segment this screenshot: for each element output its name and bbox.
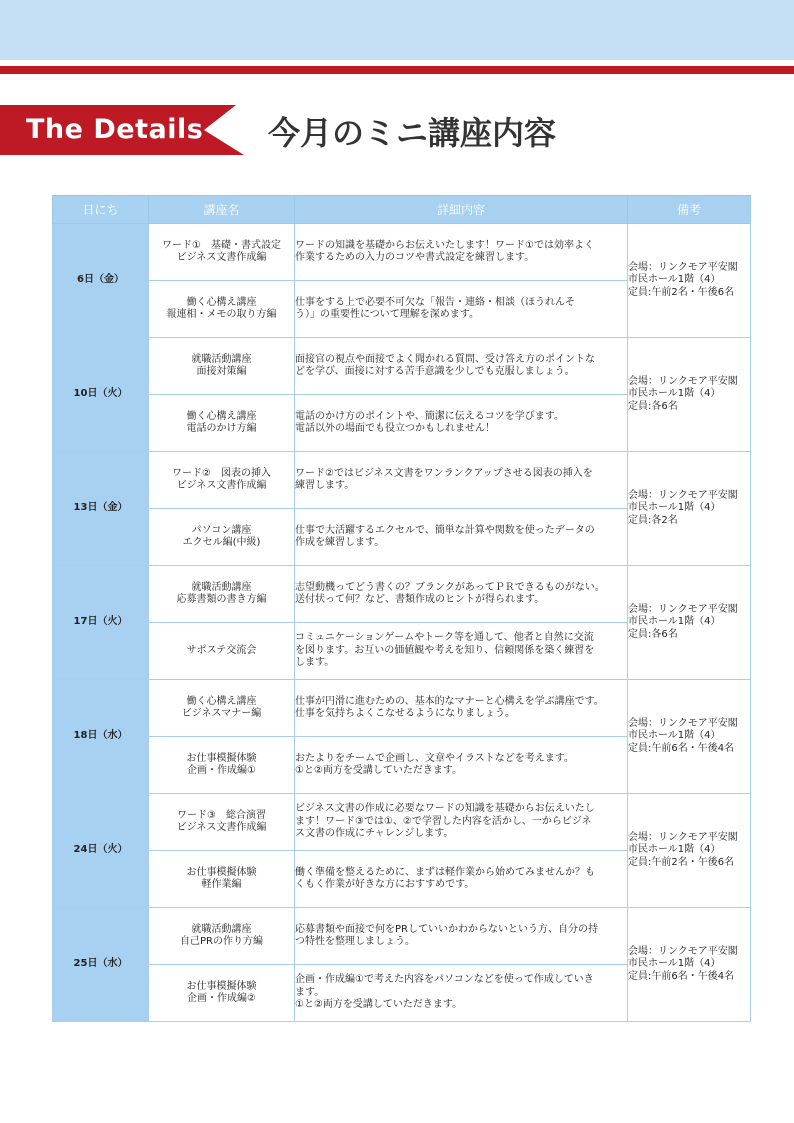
note-line: 定員:各6名	[628, 400, 678, 412]
course-name-cell	[149, 680, 295, 737]
note-cell	[628, 338, 751, 452]
course-name-line: 面接対策編	[196, 366, 247, 377]
schedule-body	[53, 224, 751, 1022]
course-detail-line: 電話のかけ方のポイントや、簡潔に伝えるコツを学びます。	[295, 410, 564, 422]
course-name-cell	[149, 908, 295, 965]
course-name-cell	[149, 737, 295, 794]
course-name-line: 電話のかけ方編	[186, 423, 257, 434]
course-detail-line: ます。	[295, 986, 325, 998]
course-detail-line: 企画・作成編①で考えた内容をパソコンなどを使って作成していき	[295, 974, 594, 986]
note-line: 会場：リンクモア平安閣	[628, 831, 738, 843]
course-detail-cell	[295, 965, 628, 1022]
course-detail-cell	[295, 794, 628, 851]
section-badge	[0, 105, 244, 155]
date-cell: 10日（火）	[53, 338, 149, 452]
table-header-row	[53, 196, 751, 224]
note-cell	[628, 452, 751, 566]
course-detail-line: 仕事を気持ちよくこなせるようになりましょう。	[295, 708, 515, 719]
course-detail-cell	[295, 509, 628, 566]
course-name-line: エクセル編(中級)	[182, 537, 261, 548]
note-line: 市民ホール1階（4）	[628, 844, 721, 856]
note-line: 会場：リンクモア平安閣	[628, 375, 738, 387]
course-detail-cell	[295, 281, 628, 338]
course-name-line: お仕事模擬体験	[186, 752, 257, 764]
course-name-line: ワード③ 総合演習	[177, 809, 266, 821]
course-name-line: 軽作業編	[201, 879, 242, 890]
note-line: 定員:午前2名・午後6名	[628, 856, 735, 868]
column-header-detail: 詳細内容	[295, 196, 628, 224]
header-red-rule	[0, 66, 794, 74]
course-name-line: 企画・作成編①	[187, 765, 256, 776]
column-header-course: 講座名	[149, 196, 295, 224]
course-name-line: ワード① 基礎・書式設定	[162, 239, 281, 251]
course-name-line: ワード② 図表の挿入	[172, 467, 271, 479]
course-name-line: ビジネス文書作成編	[176, 252, 267, 263]
course-detail-cell	[295, 680, 628, 737]
table-row	[53, 566, 751, 623]
note-line: 定員:午前6名・午後4名	[628, 970, 735, 982]
course-detail-line: 作業するための入力のコツや書式設定を練習します。	[295, 252, 535, 263]
course-name-cell	[149, 338, 295, 395]
course-name-cell	[149, 452, 295, 509]
date-cell: 13日（金）	[53, 452, 149, 566]
note-line: 市民ホール1階（4）	[628, 616, 721, 628]
course-detail-line: ワード②ではビジネス文書をワンランクアップさせる図表の挿入を	[295, 467, 593, 479]
date-cell: 24日（火）	[53, 794, 149, 908]
course-detail-cell	[295, 851, 628, 908]
schedule-table	[52, 195, 751, 1022]
course-detail-line: 仕事で大活躍するエクセルで、簡単な計算や関数を使ったデータの	[295, 524, 595, 536]
course-name-line: 自己PRの作り方編	[180, 936, 263, 947]
course-detail-cell	[295, 737, 628, 794]
table-row	[53, 908, 751, 965]
course-detail-line: 練習します。	[295, 480, 355, 491]
course-name-cell	[149, 224, 295, 281]
note-line: 会場：リンクモア平安閣	[628, 717, 738, 729]
course-detail-line: コミュニケーションゲームやトーク等を通して、他者と自然に交流	[295, 632, 594, 644]
course-detail-line: 働く準備を整えるために、まずは軽作業から始めてみませんか？も	[295, 866, 595, 878]
course-detail-line: 送付状って何？など、書類作成のヒントが得られます。	[295, 594, 545, 605]
table-row	[53, 680, 751, 737]
course-detail-line: ビジネス文書の作成に必要なワードの知識を基礎からお伝えいたし	[295, 803, 595, 815]
note-line: 定員:各6名	[628, 628, 678, 640]
note-line: 会場：リンクモア平安閣	[628, 261, 738, 273]
note-line: 市民ホール1階（4）	[628, 958, 721, 970]
course-name-cell	[149, 794, 295, 851]
course-detail-cell	[295, 908, 628, 965]
note-cell	[628, 224, 751, 338]
course-detail-cell	[295, 224, 628, 281]
page-title: 今月のミニ講座内容	[268, 114, 557, 152]
course-name-line: 応募書類の書き方編	[176, 594, 267, 605]
course-detail-cell	[295, 452, 628, 509]
date-cell: 6日（金）	[53, 224, 149, 338]
course-detail-line: 電話以外の場面でも役立つかもしれません！	[295, 423, 495, 434]
note-line: 会場：リンクモア平安閣	[628, 945, 738, 957]
course-name-cell	[149, 623, 295, 680]
course-name-line: ビジネス文書作成編	[176, 822, 267, 833]
note-line: 定員:各2名	[628, 514, 678, 526]
note-cell	[628, 680, 751, 794]
date-cell: 25日（水）	[53, 908, 149, 1022]
note-line: 会場：リンクモア平安閣	[628, 603, 738, 615]
note-cell	[628, 566, 751, 680]
table-row	[53, 452, 751, 509]
course-detail-line: ます！ワード③では①、②で学習した内容を活かし、一からビジネ	[295, 815, 592, 827]
course-detail-line: ス文書の作成にチャレンジします。	[295, 828, 454, 840]
course-detail-line: 面接官の視点や面接でよく聞かれる質問、受け答え方のポイントな	[295, 353, 595, 365]
course-name-line: ビジネス文書作成編	[176, 480, 267, 491]
course-name-cell	[149, 851, 295, 908]
badge-label: The Details	[26, 114, 204, 145]
note-cell	[628, 794, 751, 908]
course-name-line: お仕事模擬体験	[186, 866, 257, 878]
course-name-line: 報連相・メモの取り方編	[166, 309, 277, 320]
note-line: 市民ホール1階（4）	[628, 730, 721, 742]
date-cell: 17日（火）	[53, 566, 149, 680]
header-band	[0, 0, 794, 60]
course-detail-cell	[295, 566, 628, 623]
course-detail-line: します。	[295, 657, 335, 669]
column-header-date: 日にち	[53, 196, 149, 224]
course-detail-line: つ特性を整理しましょう。	[295, 936, 415, 947]
course-name-line: お仕事模擬体験	[186, 980, 257, 992]
course-name-line: 就職活動講座	[191, 581, 252, 593]
note-line: 会場：リンクモア平安閣	[628, 489, 738, 501]
course-detail-line: ①と②両方を受講していただきます。	[295, 765, 463, 776]
course-detail-line: 志望動機ってどう書くの？ブランクがあってＰＲできるものがない。	[295, 581, 605, 593]
course-detail-cell	[295, 395, 628, 452]
course-detail-cell	[295, 338, 628, 395]
course-detail-cell	[295, 623, 628, 680]
course-detail-line: う）」の重要性について理解を深めます。	[295, 309, 479, 320]
course-name-cell	[149, 395, 295, 452]
course-name-cell	[149, 281, 295, 338]
note-line: 市民ホール1階（4）	[628, 388, 721, 400]
note-line: 市民ホール1階（4）	[628, 274, 721, 286]
table-row	[53, 224, 751, 281]
course-name-line: パソコン講座	[191, 524, 252, 536]
note-cell	[628, 908, 751, 1022]
course-detail-line: を図ります。お互いの価値観や考えを知り、信頼関係を築く練習を	[295, 644, 595, 656]
course-detail-line: ①と②両方を受講していただきます。	[295, 999, 463, 1011]
course-detail-line: おたよりをチームで企画し、文章やイラストなどを考えます。	[295, 752, 574, 764]
course-name-cell	[149, 566, 295, 623]
course-name-line: 働く心構え講座	[186, 410, 257, 422]
note-line: 市民ホール1階（4）	[628, 502, 721, 514]
note-line: 定員:午前2名・午後6名	[628, 286, 735, 298]
note-line: 定員:午前6名・午後4名	[628, 742, 735, 754]
table-row	[53, 794, 751, 851]
course-name-line: 企画・作成編②	[187, 993, 256, 1004]
course-name-line: 就職活動講座	[191, 923, 252, 935]
course-detail-line: 仕事が円滑に進むための、基本的なマナーと心構えを学ぶ講座です。	[295, 695, 604, 707]
course-name-line: ビジネスマナー編	[181, 708, 262, 719]
course-detail-line: 仕事をする上で必要不可欠な「報告・連絡・相談（ほうれんそ	[295, 296, 575, 308]
course-detail-line: 作成を練習します。	[295, 537, 385, 548]
date-cell: 18日（水）	[53, 680, 149, 794]
course-detail-line: ワードの知識を基礎からお伝えいたします！ワード①では効率よく	[295, 239, 594, 251]
column-header-note: 備考	[628, 196, 751, 224]
course-name-line: 就職活動講座	[191, 353, 252, 365]
course-detail-line: 応募書類や面接で何をPRしていいかわからないという方、自分の持	[295, 923, 598, 935]
table-row	[53, 338, 751, 395]
course-name-line: 働く心構え講座	[186, 695, 257, 707]
course-name-line: サポステ交流会	[186, 644, 257, 656]
course-name-cell	[149, 965, 295, 1022]
course-detail-line: くもく作業が好きな方におすすめです。	[295, 879, 475, 890]
course-name-cell	[149, 509, 295, 566]
course-detail-line: どを学び、面接に対する苦手意識を少しでも克服しましょう。	[295, 366, 575, 377]
course-name-line: 働く心構え講座	[186, 296, 257, 308]
